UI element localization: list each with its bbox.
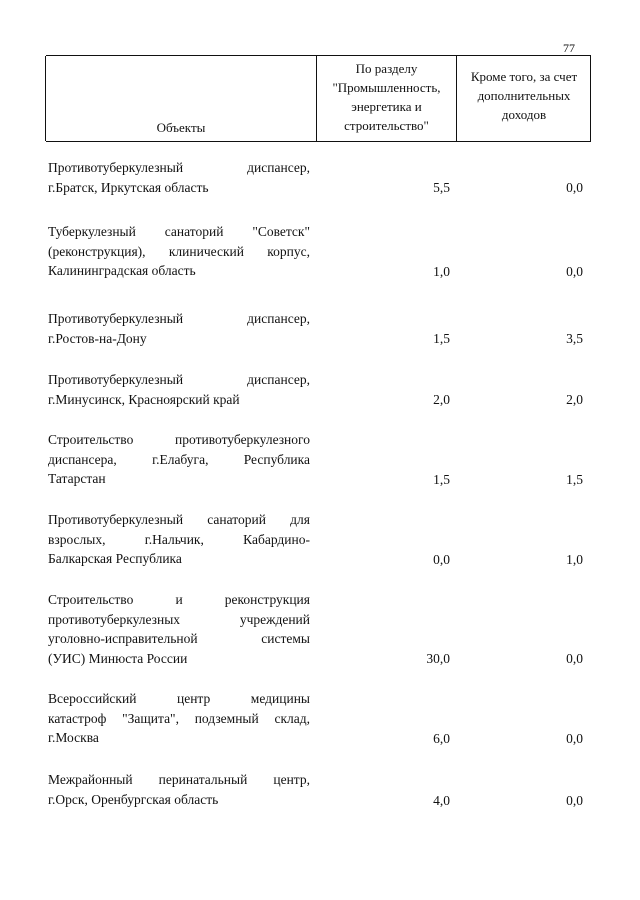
extra-value: 2,0 — [566, 391, 583, 407]
object-name-line: катастроф "Защита", подземный склад, — [48, 710, 310, 726]
object-name-line: Балкарская Республика — [48, 551, 182, 566]
object-name-line: Татарстан — [48, 471, 106, 486]
extra-value: 1,5 — [566, 471, 583, 487]
table-row — [46, 510, 591, 569]
object-name-line: Противотуберкулезный санаторий для — [48, 512, 310, 527]
object-name-line: Противотуберкулезный диспансер, — [48, 160, 310, 175]
object-name-line: Противотуберкулезный диспансер, — [48, 311, 310, 326]
object-name — [48, 510, 310, 569]
extra-value: 0,0 — [566, 179, 583, 195]
object-name — [48, 158, 310, 197]
table-row — [46, 689, 591, 748]
column-header-extra-line: доходов — [501, 107, 547, 122]
page-number: 77 — [563, 41, 575, 55]
object-name-line: противотуберкулезных учреждений — [48, 611, 310, 627]
object-name-line: г.Минусинск, Красноярский край — [48, 391, 240, 407]
object-name-line: диспансера, г.Елабуга, Республика — [48, 451, 310, 467]
object-name-line: взрослых, г.Нальчик, Кабардино- — [48, 531, 310, 547]
section-value: 4,0 — [433, 792, 450, 808]
table-row — [46, 222, 591, 281]
table-row — [46, 430, 591, 489]
section-value: 1,5 — [433, 471, 450, 487]
object-name — [48, 430, 310, 489]
extra-value: 0,0 — [566, 263, 583, 279]
column-header-extra — [457, 67, 591, 124]
object-name — [48, 309, 310, 348]
object-name-line: (УИС) Минюста России — [48, 650, 188, 666]
section-value: 6,0 — [433, 730, 450, 746]
column-header-objects: Объекты — [156, 120, 206, 135]
column-header-section-line: строительство" — [344, 118, 429, 133]
object-name — [48, 770, 310, 809]
object-name-line: Туберкулезный санаторий "Советск" — [48, 224, 310, 239]
table-row — [46, 158, 591, 197]
section-value: 1,5 — [433, 330, 450, 346]
object-name — [48, 689, 310, 748]
section-value: 1,0 — [433, 263, 450, 279]
object-name-line: г.Ростов-на-Дону — [48, 330, 147, 346]
extra-value: 0,0 — [566, 792, 583, 808]
object-name — [48, 590, 310, 668]
column-header-section-line: "Промышленность, — [332, 80, 441, 95]
object-name-line: г.Орск, Оренбургская область — [48, 791, 219, 807]
section-value: 0,0 — [433, 551, 450, 567]
object-name-line: Противотуберкулезный диспансер, — [48, 372, 310, 387]
section-value: 2,0 — [433, 391, 450, 407]
object-name-line: уголовно-исправительной системы — [48, 631, 310, 646]
object-name-line: г.Братск, Иркутская область — [48, 179, 209, 195]
object-name — [48, 370, 310, 409]
column-header-section — [317, 59, 456, 135]
table-row — [46, 590, 591, 668]
table-row — [46, 770, 591, 810]
object-name-line: Калининградская область — [48, 263, 196, 278]
table-row — [46, 309, 591, 348]
column-header-section-line: энергетика и — [351, 99, 422, 114]
table-header — [46, 55, 591, 142]
table-row — [46, 370, 591, 409]
object-name-line: Всероссийский центр медицины — [48, 691, 310, 706]
extra-value: 1,0 — [566, 551, 583, 567]
section-value: 30,0 — [426, 650, 450, 666]
column-header-section-line: По разделу — [355, 61, 418, 76]
object-name-line: г.Москва — [48, 730, 99, 745]
extra-value: 3,5 — [566, 330, 583, 346]
extra-value: 0,0 — [566, 650, 583, 666]
column-header-extra-line: Кроме того, за счет — [470, 69, 578, 84]
column-header-extra-line: дополнительных — [477, 88, 571, 103]
extra-value: 0,0 — [566, 730, 583, 746]
object-name-line: Межрайонный перинатальный центр, — [48, 772, 310, 787]
object-name-line: Строительство противотуберкулезного — [48, 432, 310, 447]
object-name-line: Строительство и реконструкция — [48, 592, 310, 607]
object-name-line: (реконструкция), клинический корпус, — [48, 243, 310, 259]
section-value: 5,5 — [433, 179, 450, 195]
object-name — [48, 222, 310, 281]
